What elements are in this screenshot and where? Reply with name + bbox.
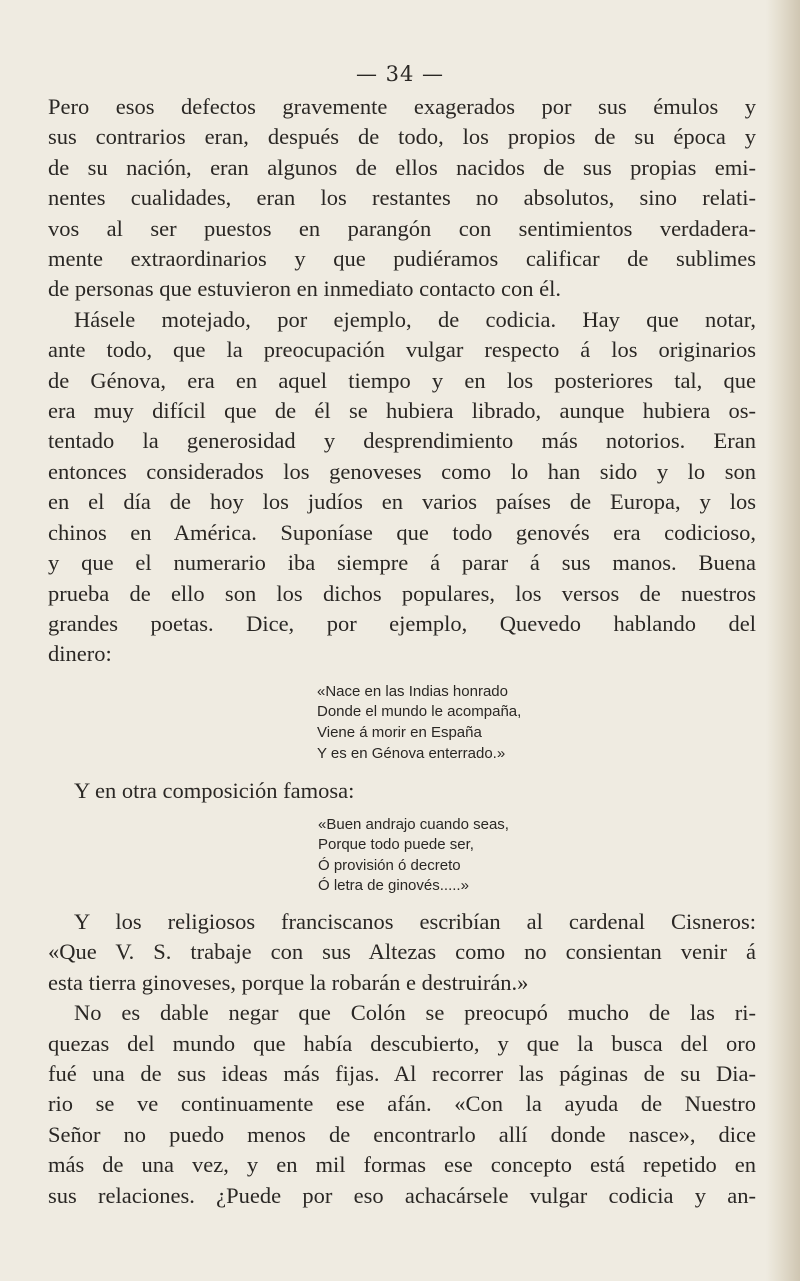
verse-line: Ó provisión ó decreto (318, 856, 461, 874)
text-line: vos al ser puestos en parangón con sentimientos verdadera- (48, 215, 756, 241)
verse-line: Porque todo puede ser, (318, 836, 474, 854)
verse-famous-composition (318, 815, 756, 897)
paragraph-5 (48, 998, 756, 1211)
text-line: dinero: (48, 641, 112, 667)
paragraph-1 (48, 92, 756, 305)
text-line: Pero esos defectos gravemente exagerados por sus émulos y (48, 94, 756, 119)
text-line: y que el numerario iba siempre á parar á sus manos. Buena (48, 550, 756, 576)
text-line: grandes poetas. Dice, por ejemplo, Quevedo hablando del (48, 610, 756, 636)
text-line: nentes cualidades, eran los restantes no absolutos, sino relati- (48, 185, 756, 211)
text-line: entonces considerados los genoveses como lo han sido y lo son (48, 458, 756, 484)
body-text (48, 92, 756, 1211)
text-line: en el día de hoy los judíos en varios países de Europa, y los (48, 489, 756, 515)
text-line: Hásele motejado, por ejemplo, de codicia. Hay que notar, (74, 306, 756, 332)
page-number: — 34 — (355, 62, 445, 86)
text-line: de su nación, eran algunos de ellos nacidos de sus propias emi- (48, 154, 756, 180)
text-line: de Génova, era en aquel tiempo y en los posteriores tal, que (48, 367, 756, 393)
text-line: rio se ve continuamente ese afán. «Con la ayuda de Nuestro (48, 1091, 756, 1117)
verse-quevedo (317, 682, 756, 764)
text-line: ante todo, que la preocupación vulgar respecto á los originarios (48, 337, 756, 363)
text-line: quezas del mundo que había descubierto, y que la busca del oro (48, 1030, 756, 1056)
verse-line: «Buen andrajo cuando seas, (318, 815, 509, 833)
text-line: de personas que estuvieron en inmediato contacto con él. (48, 276, 561, 302)
verse-line: Ó letra de ginovés.....» (318, 877, 469, 895)
verse-line: «Nace en las Indias honrado (317, 682, 508, 700)
text-line: chinos en América. Suponíase que todo genovés era codicioso, (48, 519, 756, 545)
text-line: Y los religiosos franciscanos escribían al cardenal Cisneros: (74, 908, 756, 934)
verse-line: Viene á morir en España (317, 723, 482, 741)
page-edge-shadow (766, 0, 800, 1281)
text-line: mente extraordinarios y que pudiéramos calificar de sublimes (48, 246, 756, 272)
text-line: era muy difícil que de él se hubiera librado, aunque hubiera os- (48, 398, 756, 424)
verse-line: Y es en Génova enterrado.» (317, 744, 506, 762)
text-line: prueba de ello son los dichos populares, los versos de nuestros (48, 580, 756, 606)
verse-line: Donde el mundo le acompaña, (317, 703, 522, 721)
text-line: fué una de sus ideas más fijas. Al recorrer las páginas de su Dia- (48, 1060, 756, 1086)
paragraph-4 (48, 907, 756, 998)
text-line: sus contrarios eran, después de todo, los propios de su época y (48, 124, 756, 150)
text-line: Y en otra composición famosa: (74, 778, 355, 804)
text-line: tentado la generosidad y desprendimiento más notorios. Eran (48, 428, 756, 454)
text-line: No es dable negar que Colón se preocupó mucho de las ri- (74, 1000, 756, 1026)
text-line: esta tierra ginoveses, porque la robarán e destruirán.» (48, 969, 529, 995)
text-line: Señor no puedo menos de encontrarlo allí donde nasce», dice (48, 1121, 756, 1147)
text-line: «Que V. S. trabaje con sus Altezas como no consientan venir á (48, 939, 756, 965)
text-line: sus relaciones. ¿Puede por eso achacársele vulgar codicia y an- (48, 1182, 756, 1208)
text-line: más de una vez, y en mil formas ese concepto está repetido en (48, 1152, 756, 1178)
paragraph-2 (48, 305, 756, 670)
paragraph-3 (48, 776, 756, 806)
